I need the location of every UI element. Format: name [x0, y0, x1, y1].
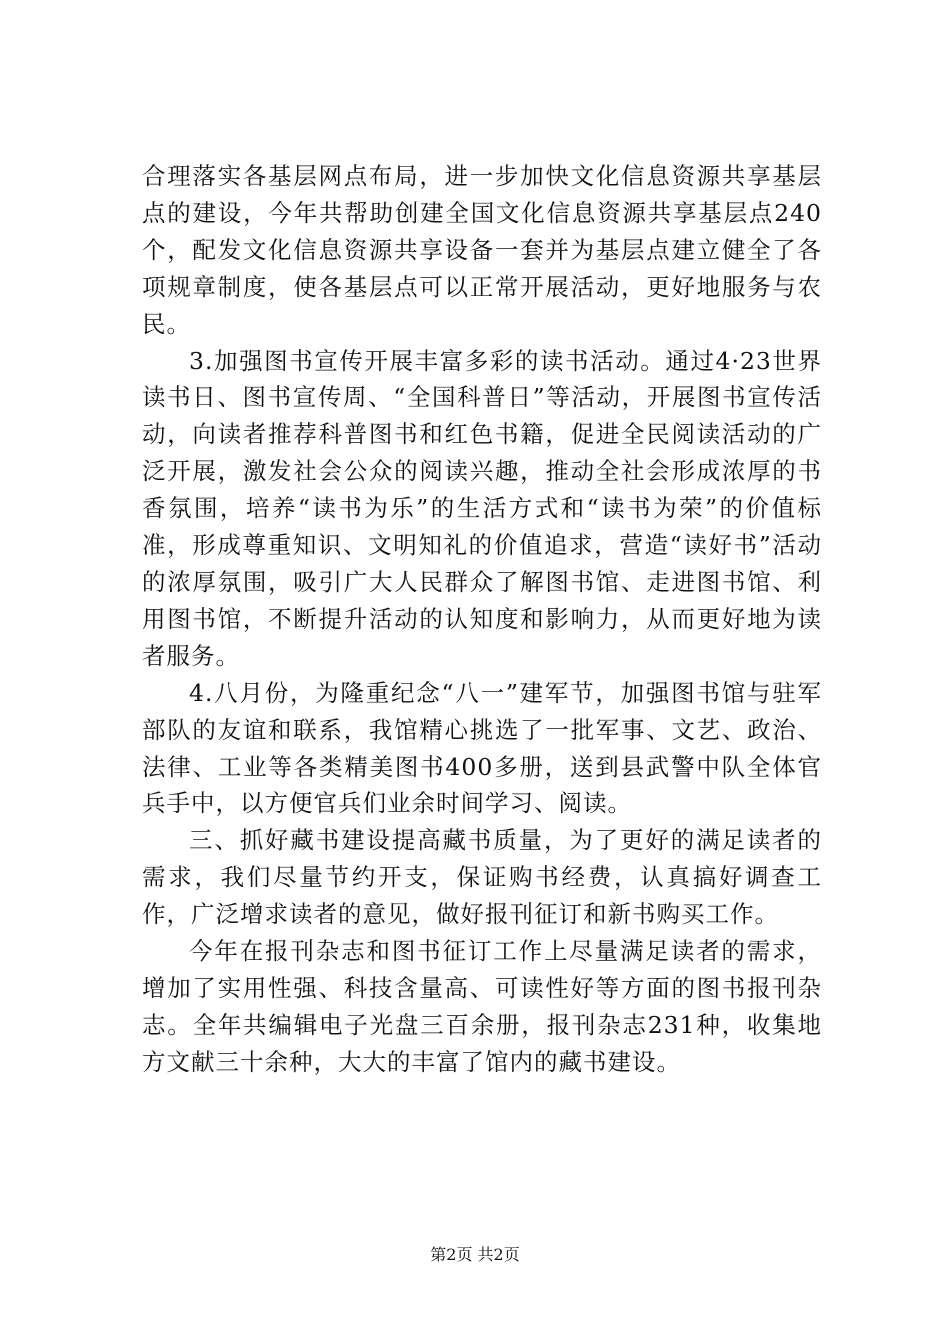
- page-footer: [0, 1245, 950, 1265]
- paragraph-army-day-books: 4.八月份，为隆重纪念“八一”建军节，加强图书馆与驻军部队的友谊和联系，我馆精心挑选了一批军事、文艺、政治、法律、工业等各类精美图书400多册，送到县武警中队全体官兵手中，以方便官兵们业余时间学习、阅读。: [142, 678, 822, 818]
- paragraph-continued: 合理落实各基层网点布局，进一步加快文化信息资源共享基层点的建设，今年共帮助创建全国文化信息资源共享基层点240个，配发文化信息资源共享设备一套并为基层点建立健全了各项规章制度，使各基层点可以正常开展活动，更好地服务与农民。: [142, 162, 822, 338]
- paragraph-reading-activities: 3.加强图书宣传开展丰富多彩的读书活动。通过4·23世界读书日、图书宣传周、“全国科普日”等活动，开展图书宣传活动，向读者推荐科普图书和红色书籍，促进全民阅读活动的广泛开展，激发社会公众的阅读兴趣，推动全社会形成浓厚的书香氛围，培养“读书为乐”的生活方式和“读书为荣”的价值标准，形成尊重知识、文明知礼的价值追求，营造“读好书”活动的浓厚氛围，吸引广大人民群众了解图书馆、走进图书馆、利用图书馆，不断提升活动的认知度和影响力，从而更好地为读者服务。: [142, 346, 822, 670]
- document-body: [142, 158, 822, 1081]
- paragraph-periodicals: 今年在报刊杂志和图书征订工作上尽量满足读者的需求，增加了实用性强、科技含量高、可读性好等方面的图书报刊杂志。全年共编辑电子光盘三百余册，报刊杂志231种，收集地方文献三十余种，大大的丰富了馆内的藏书建设。: [142, 937, 822, 1076]
- page-number: 第2页 共2页: [430, 1245, 520, 1264]
- paragraph-collection-building: 三、抓好藏书建设提高藏书质量，为了更好的满足读者的需求，我们尽量节约开支，保证购书经费，认真搞好调查工作，广泛增求读者的意见，做好报刊征订和新书购买工作。: [142, 826, 822, 929]
